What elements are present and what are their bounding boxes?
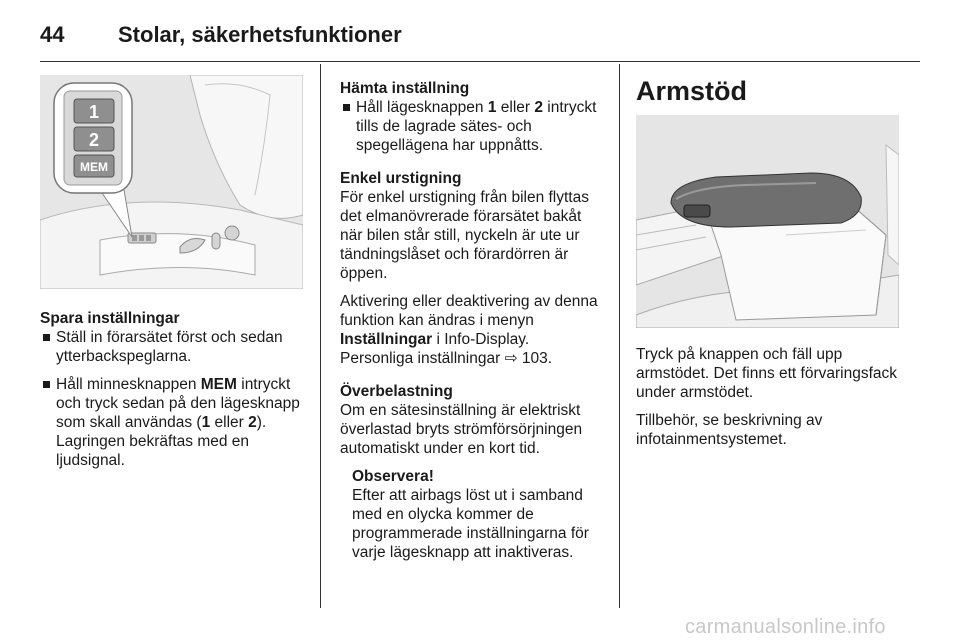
bullet-icon xyxy=(43,381,50,388)
memory-button-mem-label: MEM xyxy=(80,160,108,174)
column-1 xyxy=(40,309,308,479)
note-box xyxy=(352,467,606,562)
note-title: Observera! xyxy=(352,468,434,485)
list-item: Ställ in förarsätet först och sedan ytterbackspeglarna. xyxy=(40,328,308,366)
column-divider-1 xyxy=(320,64,321,608)
note-text: Efter att airbags löst ut i samband med en olycka kommer de programmerade inställningarna för varje lägesknapp att inaktiveras. xyxy=(352,487,589,561)
column-3 xyxy=(636,76,906,458)
header-rule xyxy=(40,61,920,62)
paragraph: Tillbehör, se beskrivning av infotainmentsystemet. xyxy=(636,412,823,448)
heading-spara: Spara inställningar xyxy=(40,310,180,327)
paragraph: För enkel urstigning från bilen flyttas det elmanövrerade förarsätet bakåt när bilen står still, nyckeln är ute ur tändningslåset och förardörren är öppen. xyxy=(340,189,589,282)
page-title: Stolar, säkerhetsfunktioner xyxy=(118,22,402,47)
bullet-icon xyxy=(343,104,350,111)
page-ref-arrow-icon: ⇨ xyxy=(504,350,522,367)
seat-memory-figure xyxy=(40,75,303,289)
heading-hamta: Hämta inställning xyxy=(340,80,470,97)
page-number: 44 xyxy=(40,22,65,47)
page-header xyxy=(40,18,920,58)
heading-armstod: Armstöd xyxy=(636,76,748,106)
paragraph: Tryck på knappen och fäll upp armstödet. Det finns ett förvaringsfack under armstödet. xyxy=(636,346,898,401)
list-item: Håll minnesknappen MEM intryckt och tryck sedan på den lägesknapp som skall användas (1 eller 2). Lagringen bekräftas med en ljudsignal. xyxy=(40,375,308,470)
column-2 xyxy=(340,79,606,571)
list-item: Håll lägesknappen 1 eller 2 intryckt tills de lagrade sätes- och spegellägena har uppnåtts. xyxy=(340,98,606,155)
paragraph: Aktivering eller deaktivering av denna funktion kan ändras i menyn Inställningar i Info-Display. Personliga inställningar ⇨ 103. xyxy=(340,293,598,367)
memory-button-1-label: 1 xyxy=(88,102,100,122)
armrest-figure xyxy=(636,115,899,328)
memory-button-2-label: 2 xyxy=(88,130,100,150)
heading-overbelastning: Överbelastning xyxy=(340,383,453,400)
paragraph: Om en sätesinställning är elektriskt överlastad bryts strömförsörjningen automatiskt under en kort tid. xyxy=(340,402,583,457)
bullet-icon xyxy=(43,334,50,341)
column-divider-2 xyxy=(619,64,620,608)
heading-enkel-urstigning: Enkel urstigning xyxy=(340,170,462,187)
watermark: carmanualsonline.info xyxy=(685,616,886,638)
